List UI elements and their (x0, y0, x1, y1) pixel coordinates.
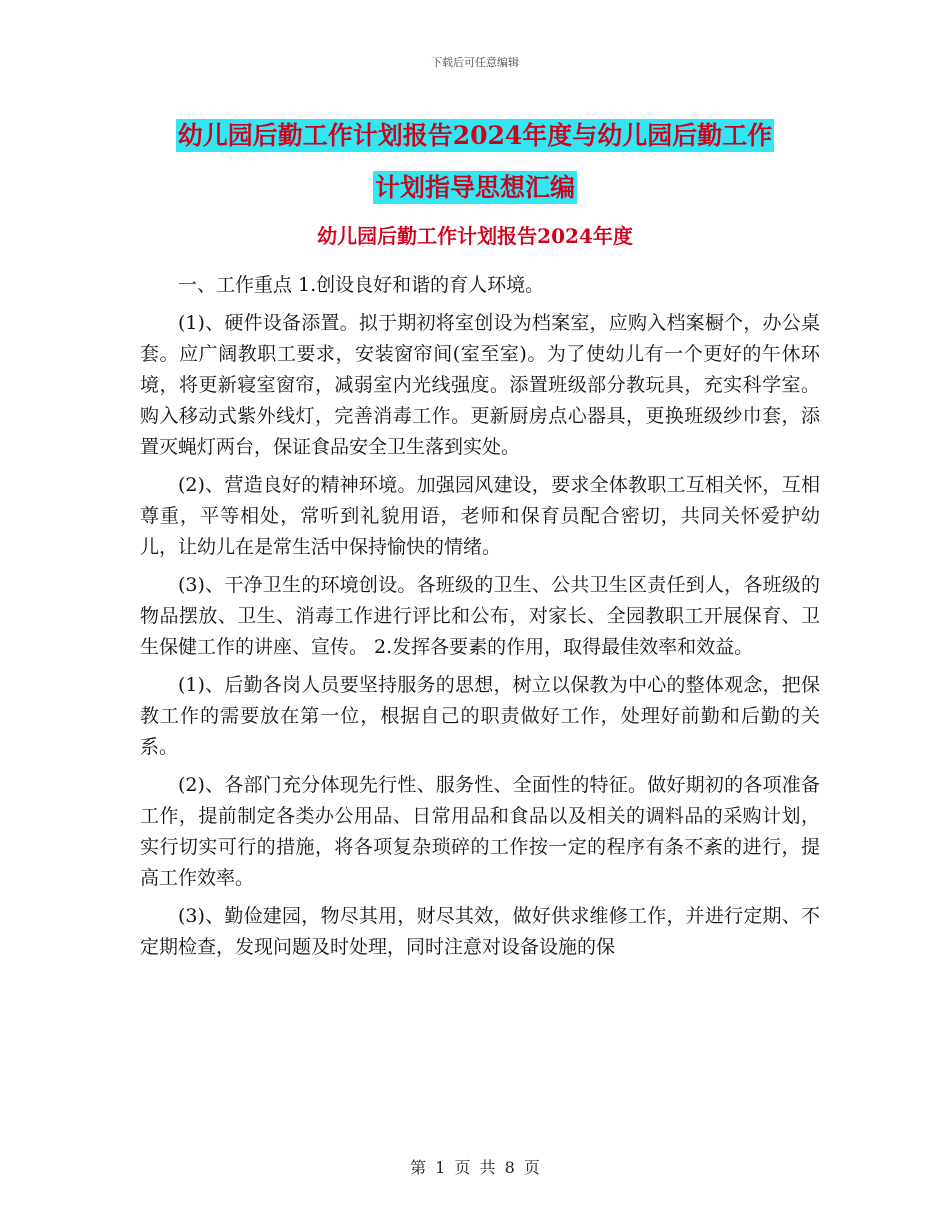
document-title-line-1: 幼儿园后勤工作计划报告2024年度与幼儿园后勤工作 (177, 121, 773, 150)
paragraph: (2)、各部门充分体现先行性、服务性、全面性的特征。做好期初的各项准备工作，提前制定各类办公用品、日常用品和食品以及相关的调料品的采购计划，实行切实可行的措施，将各项复杂琐碎的工作按一定的程序有条不紊的进行，提高工作效率。 (140, 774, 820, 889)
document-title (0, 110, 950, 214)
paragraph: (3)、干净卫生的环境创设。各班级的卫生、公共卫生区责任到人，各班级的物品摆放、卫生、消毒工作进行评比和公布，对家长、全园教职工开展保育、卫生保健工作的讲座、宣传。 2.发挥各要素的作用，取得最佳效率和效益。 (140, 574, 820, 658)
paragraph: (1)、硬件设备添置。拟于期初将室创设为档案室，应购入档案橱个，办公桌套。应广阔教职工要求，安装窗帘间(室至室)。为了使幼儿有一个更好的午休环境，将更新寝室窗帘，减弱室内光线强度。添置班级部分教玩具，充实科学室。购入移动式紫外线灯，完善消毒工作。更新厨房点心器具，更换班级纱巾套，添置灭蝇灯两台，保证食品安全卫生落到实处。 (140, 312, 820, 458)
paragraph: 一、工作重点 1.创设良好和谐的育人环境。 (178, 274, 545, 296)
paragraph: (3)、勤俭建园，物尽其用，财尽其效，做好供求维修工作，并进行定期、不定期检查，发现问题及时处理，同时注意对设备设施的保 (140, 905, 820, 958)
document-title-line-2: 计划指导思想汇编 (374, 173, 575, 202)
page-number: 第 1 页 共 8 页 (410, 1158, 540, 1177)
document-body (140, 270, 820, 970)
header-note: 下载后可任意编辑 (431, 56, 519, 69)
section-title: 幼儿园后勤工作计划报告2024年度 (317, 224, 633, 248)
paragraph: (1)、后勤各岗人员要坚持服务的思想，树立以保教为中心的整体观念，把保教工作的需要放在第一位，根据自己的职责做好工作，处理好前勤和后勤的关系。 (140, 674, 820, 758)
paragraph: (2)、营造良好的精神环境。加强园风建设，要求全体教职工互相关怀，互相尊重，平等相处，常听到礼貌用语，老师和保育员配合密切，共同关怀爱护幼儿，让幼儿在是常生活中保持愉快的情绪。 (140, 474, 820, 558)
